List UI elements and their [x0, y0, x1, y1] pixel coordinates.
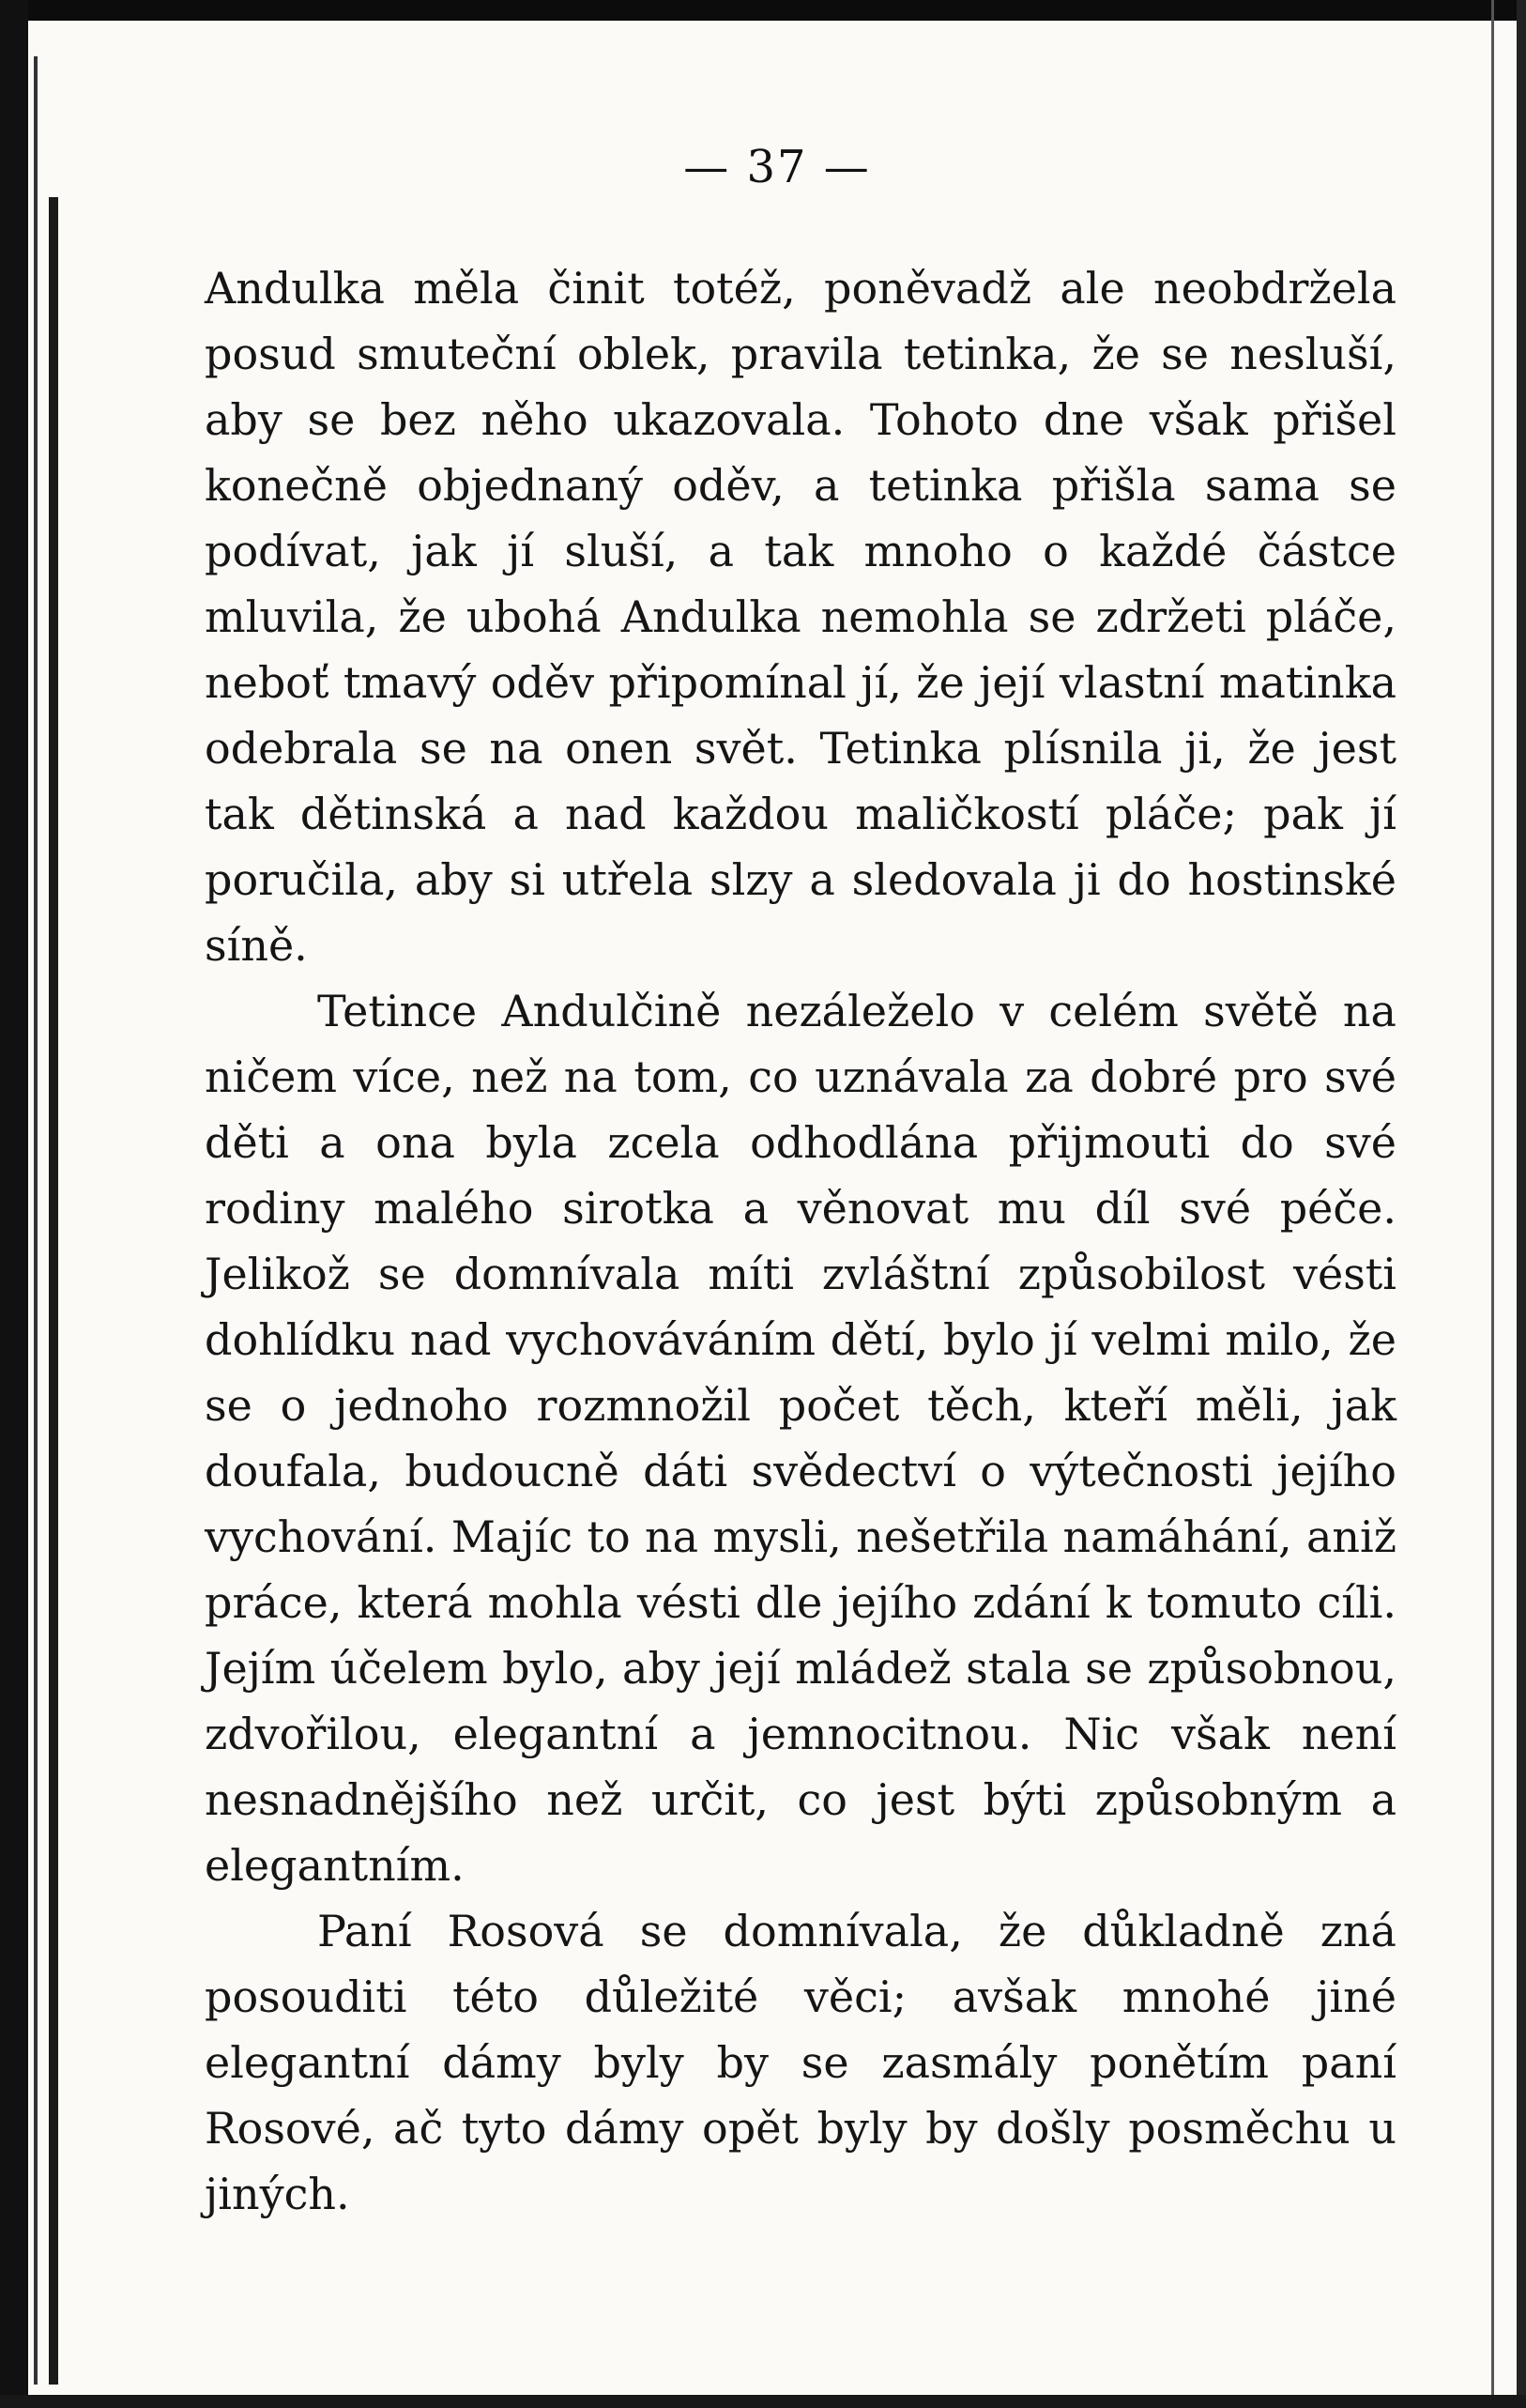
- scan-right-edge: [1517, 0, 1526, 2408]
- body-text: [205, 255, 1396, 2227]
- scan-left-edge: [0, 0, 28, 2408]
- page-edge-line: [1491, 0, 1494, 2408]
- binding-shadow: [49, 197, 58, 2385]
- binding-line: [34, 56, 38, 2385]
- paragraph-2: Tetince Andulčině nezáleželo v celém světě na ničem více, než na tom, co uznávala za dobré pro své děti a ona byla zcela odhodlána přijmouti do své rodiny malého sirotka a věnovat mu díl své péče. Jelikož se domnívala míti zvláštní způsobilost vésti dohlídku nad vychováváním dětí, bylo jí velmi milo, že se o jednoho rozmnožil počet těch, kteří měli, jak doufala, budoucně dáti svědectví o výtečnosti jejího vychování. Majíc to na mysli, nešetřila namáhání, aniž práce, která mohla vésti dle jejího zdání k tomuto cíli. Jejím účelem bylo, aby její mládež stala se způsobnou, zdvořilou, elegantní a jemnocitnou. Nic však není nesnadnějšího než určit, co jest býti způsobným a elegantním.: [205, 986, 1396, 1891]
- scan-bottom-edge: [0, 2395, 1526, 2408]
- paragraph-1: Andulka měla činit totéž, poněvadž ale neobdržela posud smuteční oblek, pravila tetinka, že se nesluší, aby se bez něho ukazovala. Tohoto dne však přišel konečně objednaný oděv, a tetinka přišla sama se podívat, jak jí sluší, a tak mnoho o každé částce mluvila, že ubohá Andulka nemohla se zdržeti pláče, neboť tmavý oděv připomínal jí, že její vlastní matinka odebrala se na onen svět. Tetinka plísnila ji, že jest tak dětinská a nad každou maličkostí pláče; pak jí poručila, aby si utřela slzy a sledovala ji do hostinské síně.: [205, 263, 1396, 971]
- page-number: — 37 —: [683, 141, 871, 193]
- paragraph-3: Paní Rosová se domnívala, že důkladně zná posouditi této důležité věci; avšak mnohé jiné elegantní dámy byly by se zasmály ponětím paní Rosové, ač tyto dámy opět byly by došly posměchu u jiných.: [205, 1906, 1396, 2219]
- scan-top-edge: [0, 0, 1526, 21]
